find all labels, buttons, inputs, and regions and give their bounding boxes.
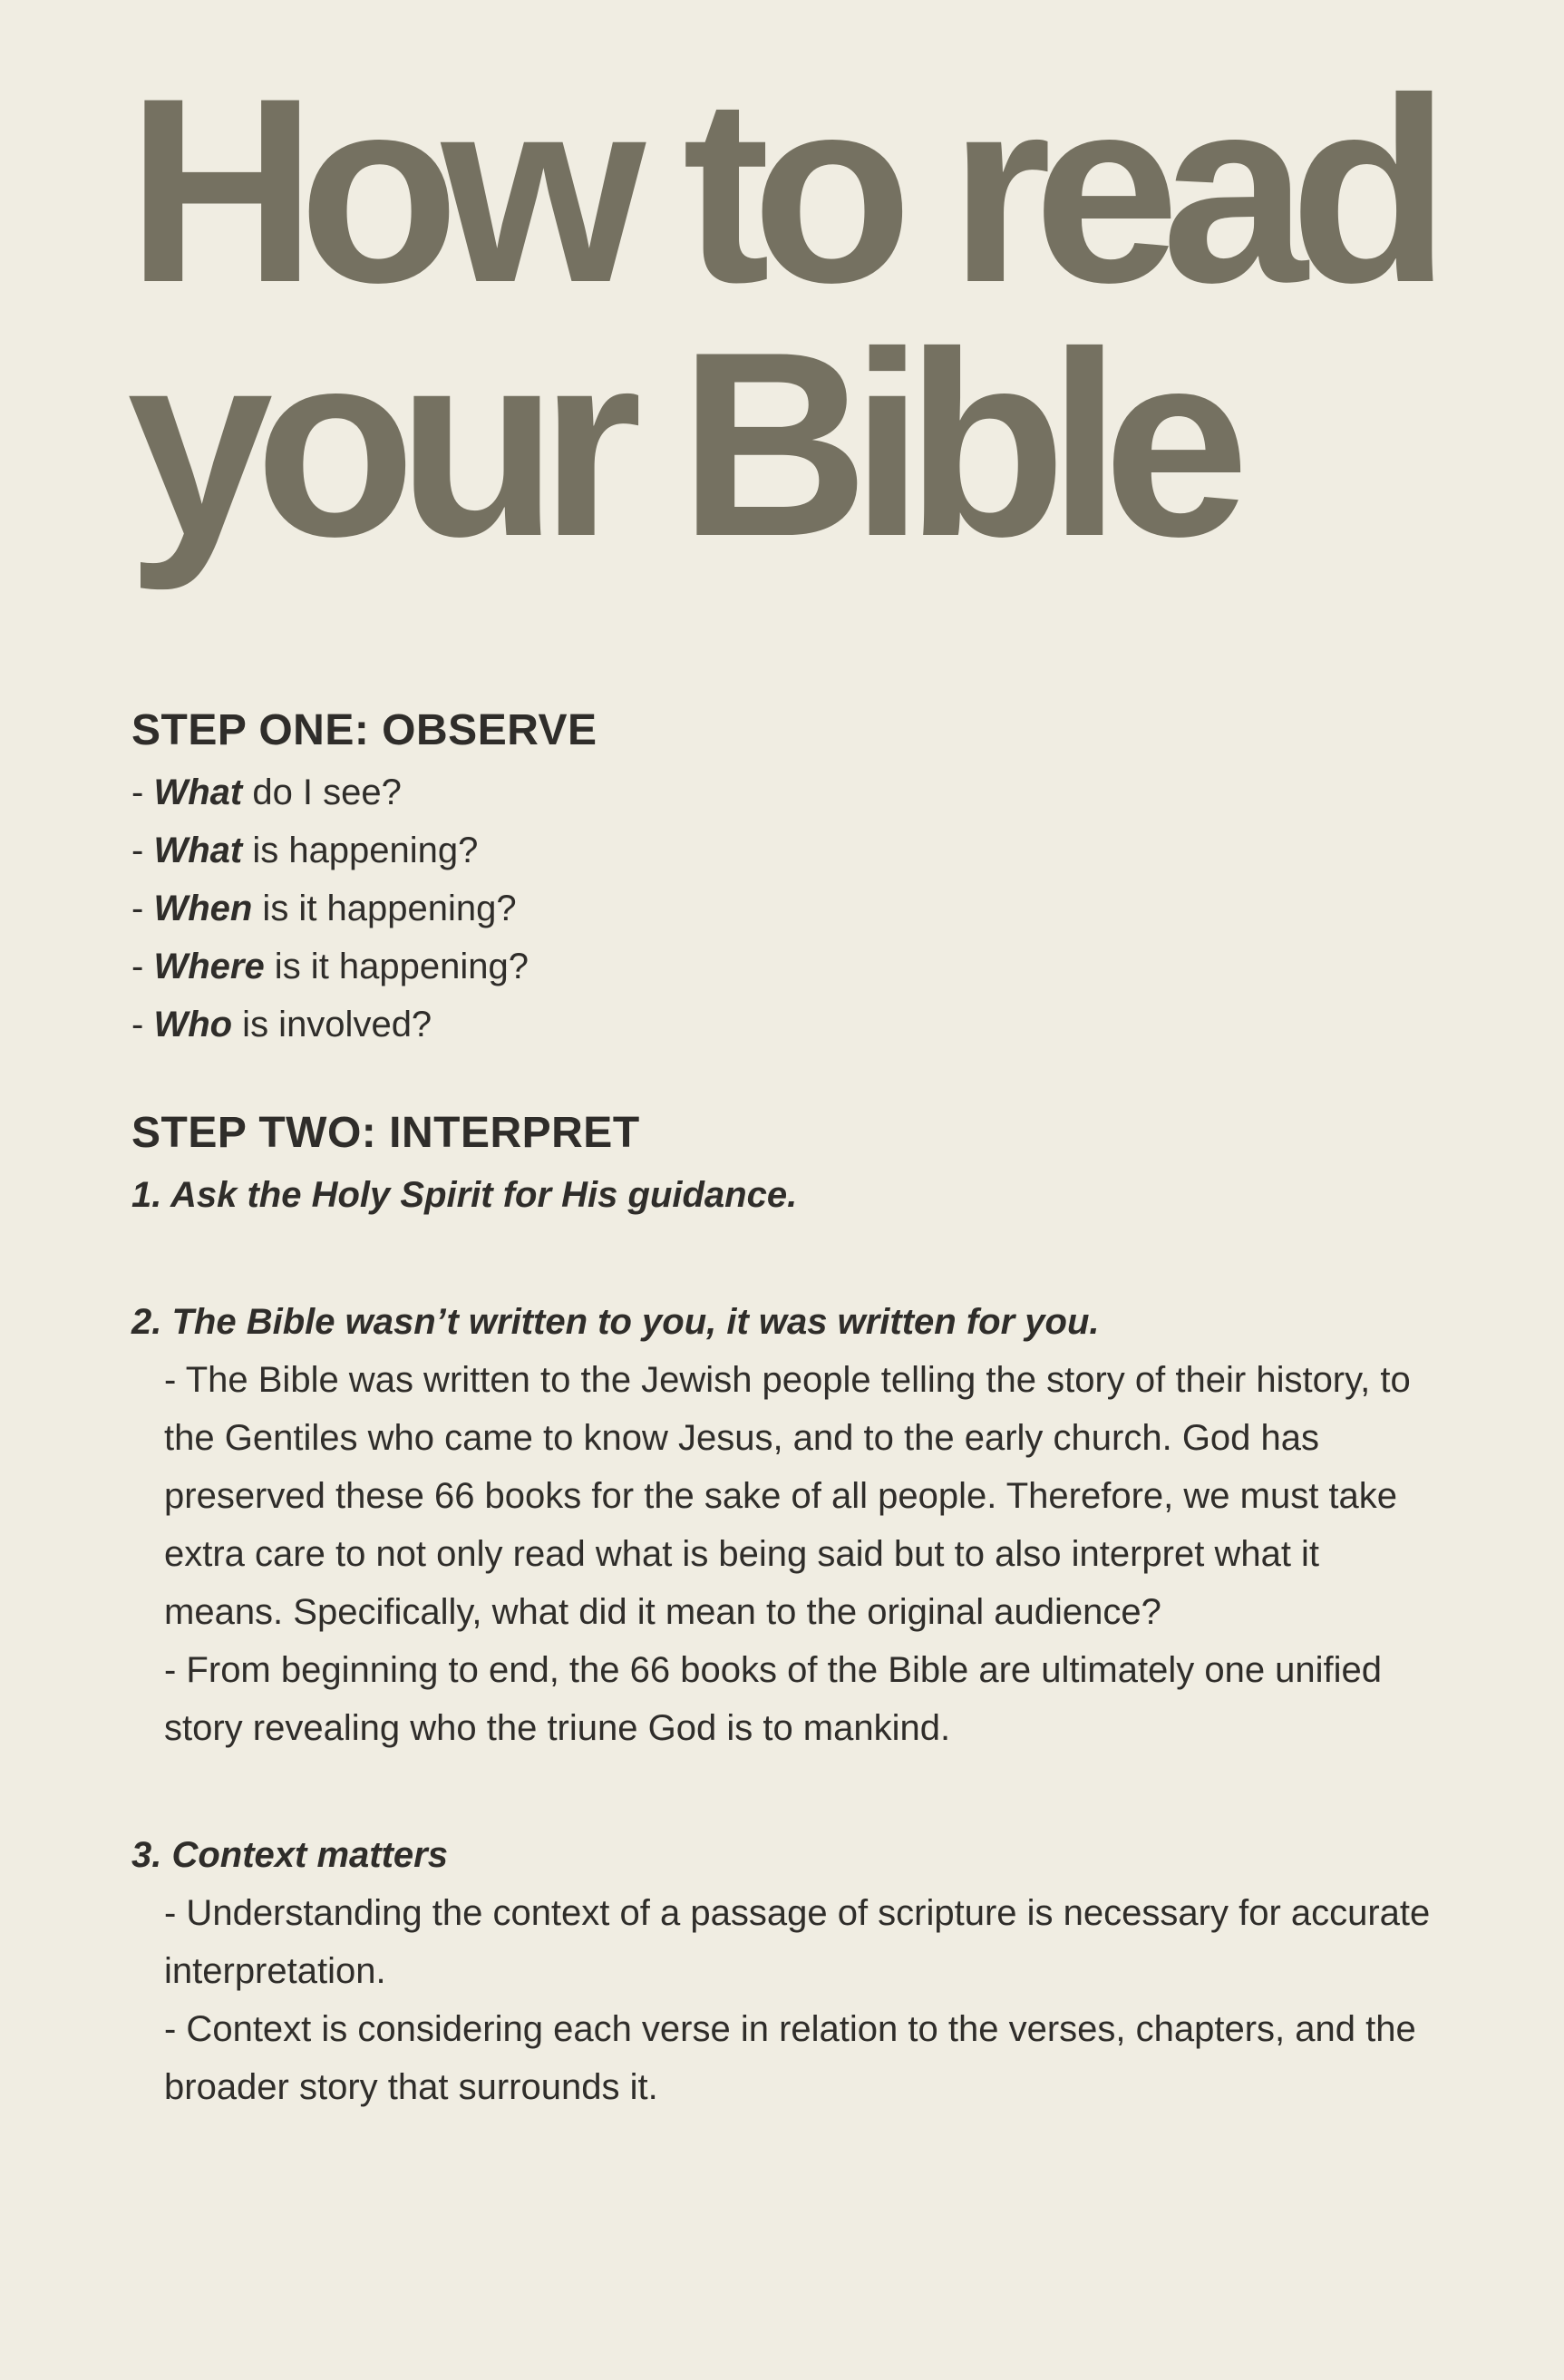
point-1-heading: 1. Ask the Holy Spirit for His guidance. — [131, 1175, 798, 1215]
spacer — [131, 1224, 1437, 1293]
title-line-2: your Bible — [127, 297, 1231, 591]
content — [131, 698, 1437, 2116]
observe-question — [131, 763, 1437, 821]
question-prefix: - — [131, 889, 154, 928]
question-keyword: Where — [153, 947, 265, 986]
question-prefix: - — [131, 1005, 154, 1044]
point-2-heading: 2. The Bible wasn’t written to you, it was written for you. — [131, 1302, 1100, 1342]
page-title — [127, 44, 1487, 591]
step-two-heading: STEP TWO: INTERPRET — [131, 1109, 640, 1157]
question-prefix: - — [131, 947, 154, 986]
question-prefix: - — [131, 772, 154, 812]
title-line-1: How to read — [127, 44, 1433, 337]
spacer — [131, 1757, 1437, 1826]
question-keyword: What — [153, 772, 243, 812]
step-one-heading: STEP ONE: OBSERVE — [131, 706, 597, 754]
question-keyword: What — [153, 831, 243, 870]
question-text: is happening? — [242, 831, 479, 870]
question-prefix: - — [131, 831, 154, 870]
point-3-heading: 3. Context matters — [131, 1835, 448, 1875]
question-keyword: When — [153, 889, 253, 928]
question-keyword: Who — [153, 1005, 233, 1044]
step-two-section — [131, 1101, 1437, 2116]
point-2-paragraph: - From beginning to end, the 66 books of the Bible are ultimately one unified story revealing who the triune God is to mankind. — [164, 1650, 1383, 1748]
question-text: is involved? — [232, 1005, 432, 1044]
point-3-paragraph: - Context is considering each verse in relation to the verses, chapters, and the broader story that surrounds it. — [164, 2009, 1416, 2107]
point-3-paragraph: - Understanding the context of a passage of scripture is necessary for accurate interpretation. — [164, 1893, 1431, 1991]
observe-question — [131, 937, 1437, 996]
observe-question — [131, 879, 1437, 937]
question-text: is it happening? — [252, 889, 517, 928]
observe-question — [131, 821, 1437, 879]
point-2-paragraph: - The Bible was written to the Jewish people telling the story of their history, to the Gentiles who came to know Jesus, and to the early church. God has preserved these 66 books for the sake of all people. Therefore, we must take extra care to not only read what is being said but to also interpret what it means. Specifically, what did it mean to the original audience? — [164, 1360, 1411, 1632]
question-text: do I see? — [242, 772, 402, 812]
observe-question — [131, 996, 1437, 1054]
question-text: is it happening? — [264, 947, 529, 986]
step-one-section — [131, 698, 1437, 1054]
observe-question-list — [131, 763, 1437, 1054]
